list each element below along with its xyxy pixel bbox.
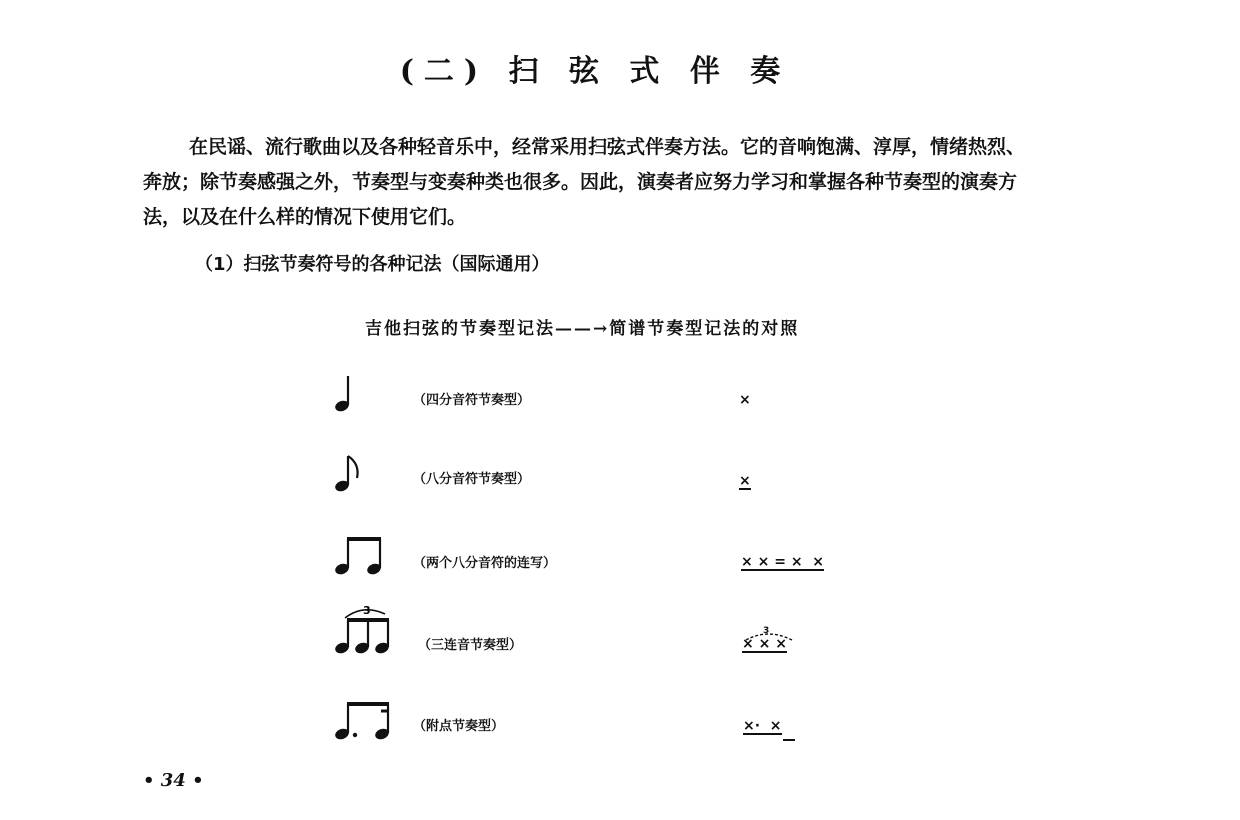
row-label: （八分音符节奏型） bbox=[413, 472, 531, 487]
triplet-number: 3 bbox=[763, 626, 770, 636]
table-caption: 吉他扫弦的节奏型记法——→简谱节奏型记法的对照 bbox=[365, 319, 800, 339]
row-label: （两个八分音符的连写） bbox=[413, 556, 557, 571]
jianpu-notation: × × × bbox=[742, 636, 787, 652]
jianpu-notation: × × = × × bbox=[741, 554, 825, 570]
jianpu-notation: ×· × bbox=[743, 718, 782, 734]
subheading: （1）扫弦节奏符号的各种记法（国际通用） bbox=[195, 254, 550, 275]
double-underline bbox=[783, 739, 795, 741]
eighth-note-icon bbox=[333, 452, 363, 502]
row-label: （四分音符节奏型） bbox=[413, 393, 531, 408]
intro-paragraph bbox=[143, 130, 1043, 235]
section-title: (二) 扫 弦 式 伴 奏 bbox=[399, 54, 791, 89]
jianpu-notation: × bbox=[739, 392, 751, 408]
triplet-icon bbox=[333, 600, 413, 660]
page-number: • 34 • bbox=[143, 770, 204, 791]
intro-text: 在民谣、流行歌曲以及各种轻音乐中，经常采用扫弦式伴奏方法。它的音响饱满、淳厚，情绪热烈、奔放；除节奏感强之外，节奏型与变奏种类也很多。因此，演奏者应努力学习和掌握各种节奏型的演奏方法，以及在什么样的情况下使用它们。 bbox=[143, 136, 1026, 228]
row-label: （三连音节奏型） bbox=[418, 638, 523, 653]
dotted-rhythm-icon bbox=[333, 700, 403, 750]
beamed-eighths-icon bbox=[333, 533, 393, 583]
jianpu-notation: × bbox=[739, 473, 751, 489]
quarter-note-icon bbox=[333, 372, 363, 422]
svg-text:3: 3 bbox=[363, 604, 371, 617]
row-label: （附点节奏型） bbox=[413, 719, 505, 734]
